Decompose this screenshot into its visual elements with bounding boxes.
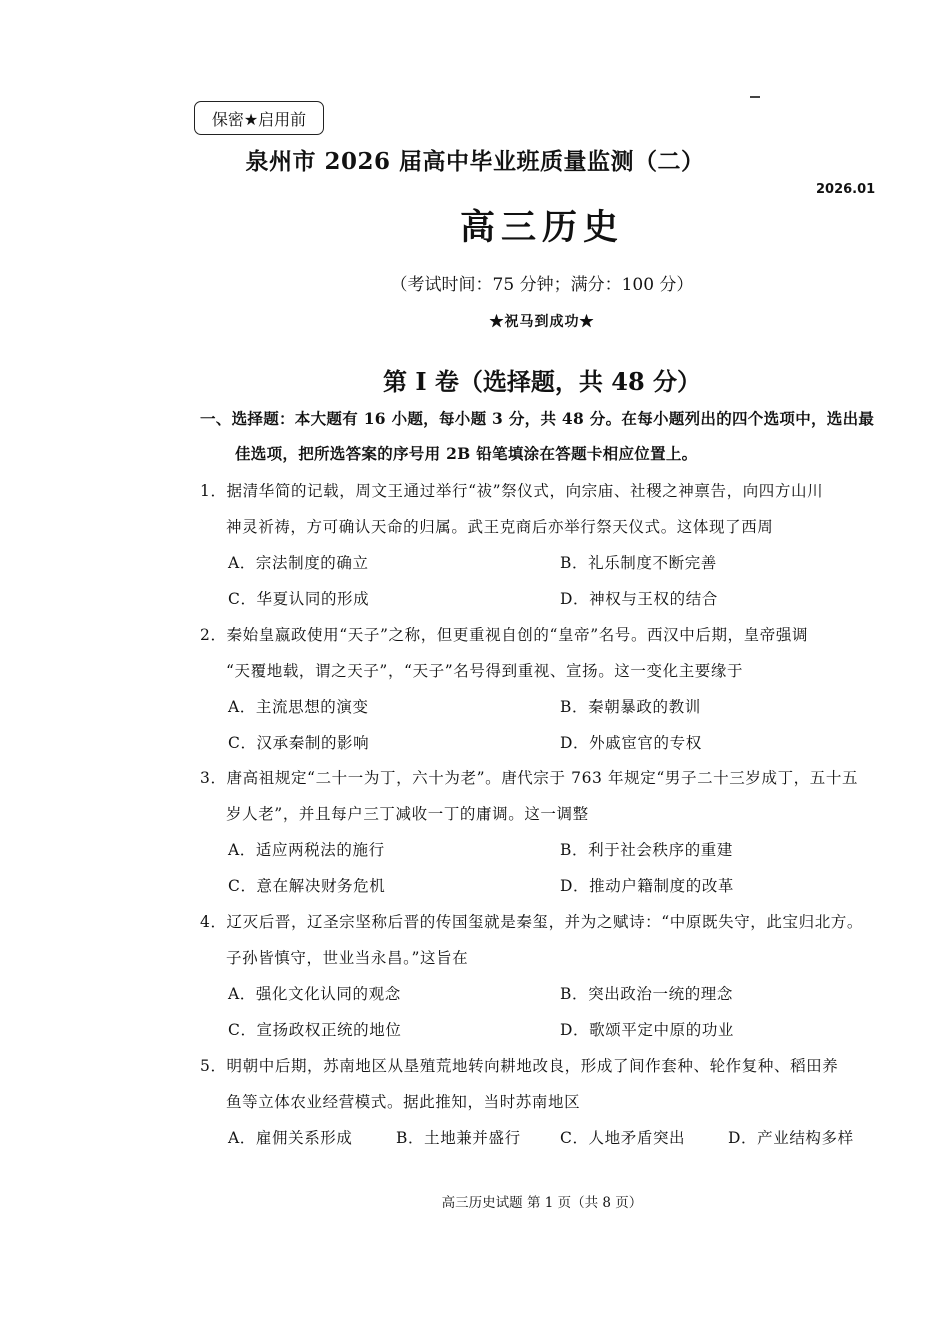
- exam-time-info: （考试时间：75 分钟；满分：100 分）: [390, 275, 694, 295]
- question-4-line1: 4．辽灭后晋，辽圣宗坚称后晋的传国玺就是秦玺，并为之赋诗：“中原既失守，此宝归北方。: [200, 913, 863, 931]
- question-3-option-d: D．推动户籍制度的改革: [560, 877, 735, 895]
- exam-date: 2026.01: [816, 182, 876, 197]
- question-1-option-a: A．宗法制度的确立: [228, 554, 369, 572]
- question-3-line2: 岁人老”，并且每户三丁减收一丁的庸调。这一调整: [226, 805, 589, 823]
- question-5-option-d: D．产业结构多样: [728, 1129, 854, 1147]
- question-3-option-a: A．适应两税法的施行: [228, 841, 385, 859]
- question-1-option-c: C．华夏认同的形成: [228, 590, 370, 608]
- question-4-option-c: C．宣扬政权正统的地位: [228, 1021, 402, 1039]
- question-4-option-a: A．强化文化认同的观念: [228, 985, 401, 1003]
- question-5-line2: 鱼等立体农业经营模式。据此推知，当时苏南地区: [226, 1093, 581, 1111]
- question-3-option-c: C．意在解决财务危机: [228, 877, 386, 895]
- question-1-line2: 神灵祈祷，方可确认天命的归属。武王克商后亦举行祭天仪式。这体现了西周: [226, 518, 774, 536]
- section-instruction-line2: 佳选项，把所选答案的序号用 2B 铅笔填涂在答题卡相应位置上。: [235, 444, 698, 463]
- question-1-line1: 1．据清华简的记载，周文王通过举行“祓”祭仪式，向宗庙、社稷之神禀告，向四方山川: [200, 482, 824, 500]
- question-3-line1: 3．唐高祖规定“二十一为丁，六十为老”。唐代宗于 763 年规定“男子二十三岁成丁，五十五: [200, 769, 859, 787]
- confidential-label: 保密★启用前: [194, 101, 324, 135]
- good-luck-wish: ★祝马到成功★: [489, 314, 595, 330]
- section-title: 第 I 卷（选择题，共 48 分）: [382, 367, 702, 396]
- subject-title: 高三历史: [459, 207, 624, 248]
- question-5-option-c: C．人地矛盾突出: [560, 1129, 686, 1147]
- question-3-option-b: B．利于社会秩序的重建: [560, 841, 733, 859]
- question-2-option-d: D．外戚宦官的专权: [560, 734, 702, 752]
- question-2-line2: “天覆地载，谓之天子”，“天子”名号得到重视、宣扬。这一变化主要缘于: [226, 662, 744, 680]
- question-5-line1: 5．明朝中后期，苏南地区从垦殖荒地转向耕地改良，形成了间作套种、轮作复种、稻田养: [200, 1057, 839, 1075]
- question-4-option-b: B．突出政治一统的理念: [560, 985, 733, 1003]
- question-4-line2: 子孙皆慎守，世业当永昌。”这旨在: [226, 949, 469, 967]
- section-instruction-line1: 一、选择题：本大题有 16 小题，每小题 3 分，共 48 分。在每小题列出的四个选项中，选出最: [200, 409, 875, 428]
- question-2-option-b: B．秦朝暴政的教训: [560, 698, 701, 716]
- question-5-option-a: A．雇佣关系形成: [228, 1129, 353, 1147]
- question-1-option-b: B．礼乐制度不断完善: [560, 554, 717, 572]
- question-5-option-b: B．土地兼并盛行: [396, 1129, 521, 1147]
- question-2-line1: 2．秦始皇嬴政使用“天子”之称，但更重视自创的“皇帝”名号。西汉中后期，皇帝强调: [200, 626, 809, 644]
- page-footer: 高三历史试题 第 1 页（共 8 页）: [441, 1195, 643, 1211]
- question-2-option-c: C．汉承秦制的影响: [228, 734, 370, 752]
- question-4-option-d: D．歌颂平定中原的功业: [560, 1021, 735, 1039]
- corner-mark: [750, 96, 760, 98]
- exam-title: 泉州市 2026 届高中毕业班质量监测（二）: [245, 148, 705, 175]
- question-1-option-d: D．神权与王权的结合: [560, 590, 718, 608]
- question-2-option-a: A．主流思想的演变: [228, 698, 369, 716]
